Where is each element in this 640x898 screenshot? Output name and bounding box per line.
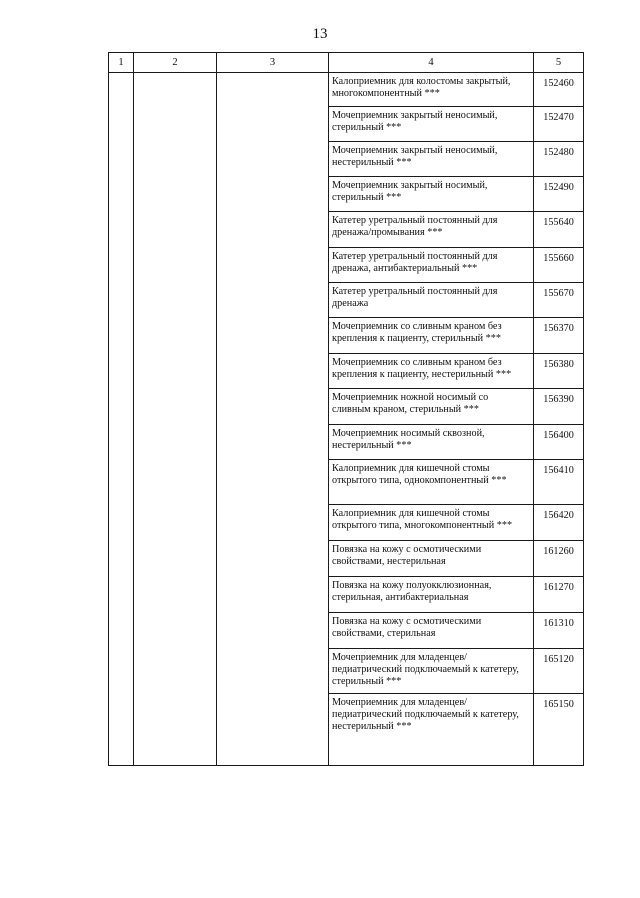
column-header-5: 5	[534, 53, 584, 73]
item-name: Мочеприемник закрытый носимый, стерильный ***	[329, 176, 534, 211]
item-code: 152460	[534, 73, 584, 107]
empty-cell-col-1	[109, 247, 134, 282]
table-row	[109, 648, 584, 693]
item-name: Катетер уретральный постоянный для дренажа/промывания ***	[329, 211, 534, 247]
empty-cell-col-2	[134, 211, 217, 247]
empty-cell-col-3	[217, 648, 329, 693]
table-row	[109, 141, 584, 176]
table-row	[109, 540, 584, 576]
empty-cell-col-3	[217, 424, 329, 459]
table-row	[109, 73, 584, 107]
empty-cell-col-1	[109, 353, 134, 388]
page-number: 13	[312, 26, 328, 42]
item-name: Мочеприемник со сливным краном без крепления к пациенту, нестерильный ***	[329, 353, 534, 388]
item-name: Калоприемник для кишечной стомы открытого типа, многокомпонентный ***	[329, 504, 534, 540]
item-code: 156420	[534, 504, 584, 540]
table-row	[109, 176, 584, 211]
empty-cell-col-2	[134, 247, 217, 282]
empty-cell-col-1	[109, 504, 134, 540]
item-code: 165150	[534, 693, 584, 766]
item-name: Повязка на кожу с осмотическими свойствами, стерильная	[329, 612, 534, 648]
empty-cell-col-3	[217, 693, 329, 766]
empty-cell-col-2	[134, 648, 217, 693]
empty-cell-col-2	[134, 73, 217, 107]
empty-cell-col-3	[217, 576, 329, 612]
item-name: Калоприемник для колостомы закрытый, многокомпонентный ***	[329, 73, 534, 107]
column-header-1: 1	[109, 53, 134, 73]
empty-cell-col-2	[134, 424, 217, 459]
item-code: 152470	[534, 106, 584, 141]
item-code: 156390	[534, 388, 584, 424]
table-row	[109, 576, 584, 612]
empty-cell-col-2	[134, 504, 217, 540]
item-code: 156370	[534, 317, 584, 353]
item-code: 155670	[534, 282, 584, 317]
empty-cell-col-3	[217, 73, 329, 107]
item-name: Мочеприемник закрытый неносимый, стерильный ***	[329, 106, 534, 141]
item-name: Катетер уретральный постоянный для дренажа, антибактериальный ***	[329, 247, 534, 282]
empty-cell-col-1	[109, 317, 134, 353]
item-code: 161270	[534, 576, 584, 612]
empty-cell-col-2	[134, 612, 217, 648]
empty-cell-col-1	[109, 648, 134, 693]
header-row	[109, 53, 584, 73]
empty-cell-col-1	[109, 388, 134, 424]
empty-cell-col-1	[109, 424, 134, 459]
empty-cell-col-1	[109, 141, 134, 176]
empty-cell-col-1	[109, 459, 134, 504]
empty-cell-col-2	[134, 576, 217, 612]
empty-cell-col-1	[109, 693, 134, 766]
table-row	[109, 317, 584, 353]
item-code: 156400	[534, 424, 584, 459]
item-code: 161310	[534, 612, 584, 648]
empty-cell-col-3	[217, 106, 329, 141]
empty-cell-col-2	[134, 106, 217, 141]
table-body	[109, 73, 584, 766]
empty-cell-col-1	[109, 106, 134, 141]
item-name: Мочеприемник со сливным краном без крепления к пациенту, стерильный ***	[329, 317, 534, 353]
item-name: Калоприемник для кишечной стомы открытого типа, однокомпонентный ***	[329, 459, 534, 504]
table-row	[109, 504, 584, 540]
item-name: Мочеприемник носимый сквозной, нестерильный ***	[329, 424, 534, 459]
empty-cell-col-3	[217, 247, 329, 282]
item-code: 152490	[534, 176, 584, 211]
empty-cell-col-3	[217, 504, 329, 540]
empty-cell-col-1	[109, 176, 134, 211]
medical-devices-table	[108, 52, 584, 766]
empty-cell-col-3	[217, 612, 329, 648]
item-name: Мочеприемник для младенцев/педиатрический подключаемый к катетеру, стерильный ***	[329, 648, 534, 693]
table-row	[109, 612, 584, 648]
empty-cell-col-2	[134, 141, 217, 176]
table-row	[109, 282, 584, 317]
empty-cell-col-2	[134, 540, 217, 576]
table-row	[109, 424, 584, 459]
item-code: 165120	[534, 648, 584, 693]
empty-cell-col-3	[217, 459, 329, 504]
empty-cell-col-3	[217, 141, 329, 176]
item-code: 156410	[534, 459, 584, 504]
column-header-4: 4	[329, 53, 534, 73]
item-code: 155640	[534, 211, 584, 247]
empty-cell-col-3	[217, 176, 329, 211]
table-row	[109, 106, 584, 141]
table-row	[109, 459, 584, 504]
item-name: Повязка на кожу с осмотическими свойствами, нестерильная	[329, 540, 534, 576]
item-name: Повязка на кожу полуокклюзионная, стерильная, антибактериальная	[329, 576, 534, 612]
empty-cell-col-1	[109, 612, 134, 648]
item-name: Мочеприемник закрытый неносимый, нестерильный ***	[329, 141, 534, 176]
table-row	[109, 247, 584, 282]
empty-cell-col-1	[109, 73, 134, 107]
item-name: Катетер уретральный постоянный для дренажа	[329, 282, 534, 317]
table-row	[109, 211, 584, 247]
table-row	[109, 353, 584, 388]
table-row	[109, 693, 584, 766]
item-code: 152480	[534, 141, 584, 176]
item-name: Мочеприемник ножной носимый со сливным краном, стерильный ***	[329, 388, 534, 424]
empty-cell-col-3	[217, 317, 329, 353]
empty-cell-col-2	[134, 693, 217, 766]
empty-cell-col-3	[217, 540, 329, 576]
item-code: 155660	[534, 247, 584, 282]
column-header-3: 3	[217, 53, 329, 73]
empty-cell-col-1	[109, 576, 134, 612]
item-code: 161260	[534, 540, 584, 576]
empty-cell-col-3	[217, 282, 329, 317]
empty-cell-col-2	[134, 282, 217, 317]
item-name: Мочеприемник для младенцев/педиатрический подключаемый к катетеру, нестерильный ***	[329, 693, 534, 766]
column-header-2: 2	[134, 53, 217, 73]
empty-cell-col-2	[134, 176, 217, 211]
empty-cell-col-2	[134, 388, 217, 424]
empty-cell-col-1	[109, 211, 134, 247]
empty-cell-col-1	[109, 282, 134, 317]
empty-cell-col-1	[109, 540, 134, 576]
empty-cell-col-3	[217, 388, 329, 424]
empty-cell-col-2	[134, 459, 217, 504]
empty-cell-col-3	[217, 353, 329, 388]
empty-cell-col-3	[217, 211, 329, 247]
table-row	[109, 388, 584, 424]
item-code: 156380	[534, 353, 584, 388]
empty-cell-col-2	[134, 353, 217, 388]
empty-cell-col-2	[134, 317, 217, 353]
